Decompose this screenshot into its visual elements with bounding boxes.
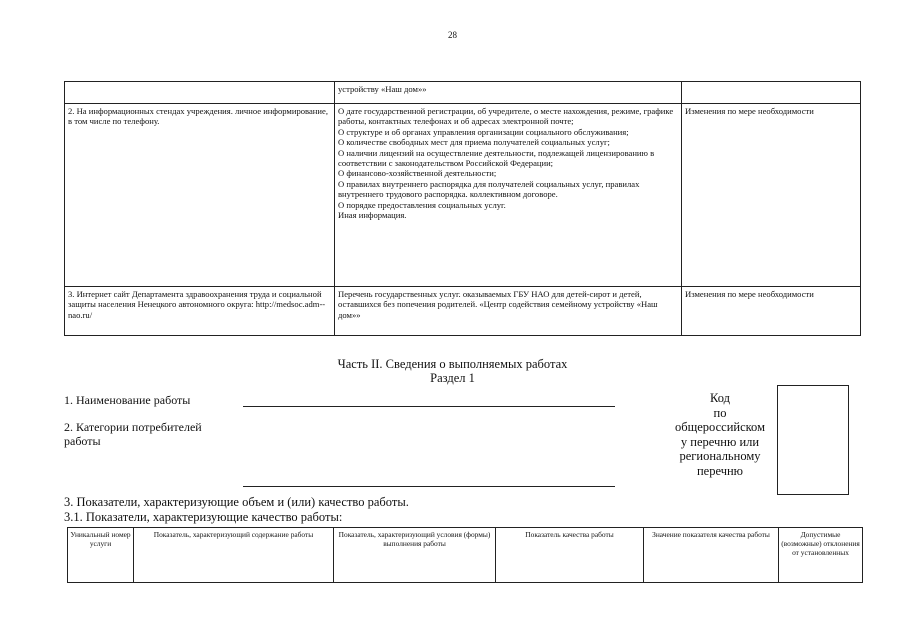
part-title-block	[0, 357, 905, 385]
content-line: Иная информация.	[338, 210, 407, 221]
part-title: Часть II. Сведения о выполняемых работах	[337, 357, 568, 371]
method-cell	[65, 82, 335, 104]
code-label-line: по	[713, 405, 727, 420]
content-line: О наличии лицензий на осуществление деятельности, подлежащей лицензированию в соответствии с законодательством Российской Федерации;	[338, 147, 655, 169]
consumers-label-line: 2. Категории потребителей	[64, 420, 202, 434]
information-table	[64, 81, 861, 336]
content-line: Перечень государственных услуг. оказываемых ГБУ НАО для детей-сирот и детей, оставшихся без попечения родителей. «Центр содействия семейному устройству «Наш дом»»	[338, 289, 658, 320]
indicators-heading: 3. Показатели, характеризующие объем и (или) качество работы.	[64, 495, 409, 509]
content-line: О структуре и об органах управления организации социального обслуживания;	[338, 126, 629, 137]
method-cell: 2. На информационных стендах учреждения. личное информирование, в том числе по телефону.	[65, 104, 335, 287]
code-label-line: региональному	[679, 449, 761, 464]
column-header: Показатель, характеризующий содержание работы	[134, 528, 334, 583]
column-header: Значение показателя качества работы	[644, 528, 779, 583]
content-cell	[335, 104, 682, 287]
section-title: Раздел 1	[430, 371, 475, 385]
consumers-line[interactable]	[243, 486, 615, 487]
content-cell	[335, 82, 682, 104]
content-line: О правилах внутреннего распорядка для получателей социальных услуг, правилах внутреннего трудового распорядка. коллективном договоре.	[338, 178, 640, 200]
quality-indicators-heading: 3.1. Показатели, характеризующие качество работы:	[64, 510, 343, 524]
consumers-label	[64, 420, 202, 448]
method-cell: 3. Интернет сайт Департамента здравоохранения труда и социальной защиты населения Ненецкого автономного округа: http://medsoc.adm--nao.ru/	[65, 287, 335, 336]
code-label-line: перечню	[696, 463, 744, 478]
code-label	[664, 391, 776, 479]
code-label-line: общероссийском	[675, 420, 765, 435]
content-line: О дате государственной регистрации, об учредителе, о месте нахождения, режиме, графике работы, контактных телефонах и об адресах электронной почте;	[338, 106, 674, 127]
column-header: Уникальный номер услуги	[68, 528, 134, 583]
table-row	[65, 104, 861, 287]
work-name-label: 1. Наименование работы	[64, 393, 191, 407]
frequency-cell: Изменения по мере необходимости	[682, 287, 861, 336]
frequency-cell	[682, 82, 861, 104]
column-header: Допустимые (возможные) отклонения от установленных	[779, 528, 863, 583]
code-box[interactable]	[777, 385, 849, 495]
column-header: Показатель, характеризующий условия (формы) выполнения работы	[334, 528, 496, 583]
content-line: О финансово-хозяйственной деятельности;	[338, 168, 497, 179]
code-label-line: у перечню или	[680, 434, 760, 449]
column-header: Показатель качества работы	[496, 528, 644, 583]
quality-table	[67, 527, 863, 583]
content-line: О количестве свободных мест для приема получателей социальных услуг;	[338, 137, 610, 148]
table-header-row	[68, 528, 863, 583]
table-row	[65, 82, 861, 104]
code-label-line: Код	[710, 391, 730, 405]
table-row	[65, 287, 861, 336]
page-number: 28	[448, 30, 457, 40]
content-cell	[335, 287, 682, 336]
content-line: О порядке предоставления социальных услуг.	[338, 199, 506, 210]
consumers-label-line: работы	[64, 434, 101, 448]
frequency-cell: Изменения по мере необходимости	[682, 104, 861, 287]
work-name-line[interactable]	[243, 406, 615, 407]
content-line: устройству «Наш дом»»	[338, 84, 427, 94]
